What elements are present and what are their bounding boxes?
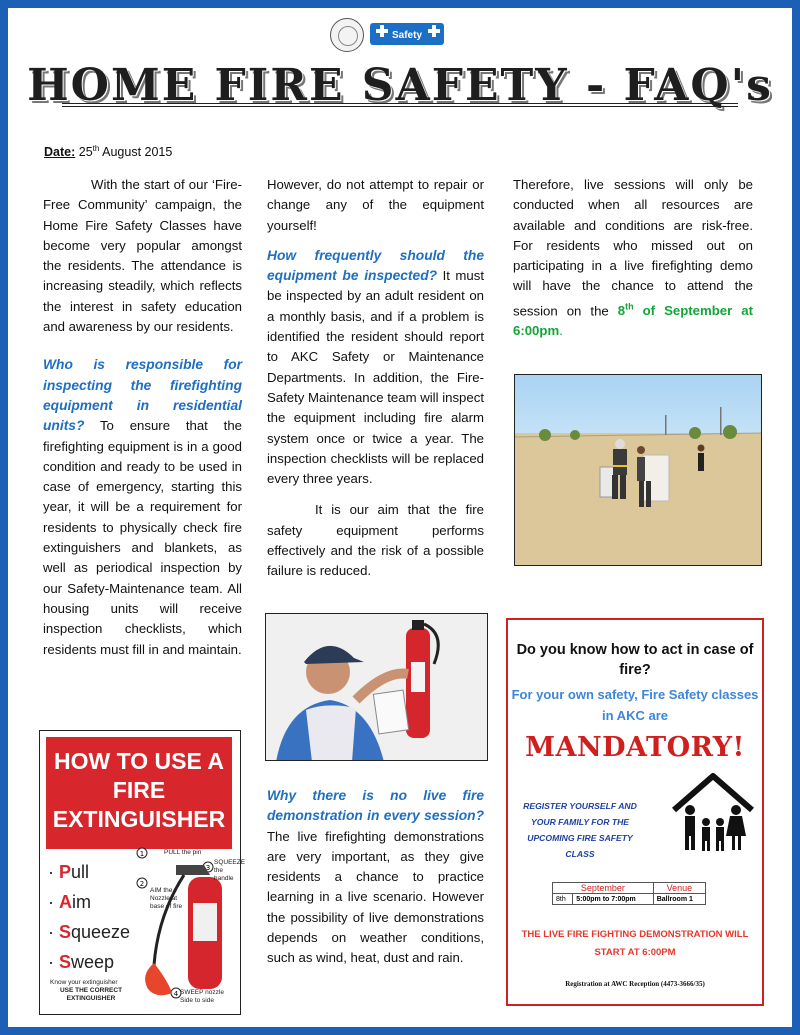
- session-period: .: [559, 323, 563, 339]
- poster-subtitle: For your own safety, Fire Safety classes in AKC are: [511, 687, 759, 723]
- live-demo-illustration: [515, 375, 762, 566]
- answer-3: The live firefighting demonstrations are very important, as they give residents a chance to practice learning in a live scenario. However the possibility of live demonstrations depends on weather conditions, such as wind, heat, dust and rain.: [267, 828, 484, 966]
- schedule-venue-header: Venue: [653, 883, 705, 894]
- svg-text:2: 2: [139, 880, 145, 888]
- question-3: Why there is no live fire demonstration in every session?: [267, 788, 484, 824]
- column-1: [43, 175, 242, 660]
- session-date-rest: of September at 6:00pm: [513, 303, 753, 339]
- mandatory-class-poster: [506, 618, 764, 1006]
- schedule-venue: Ballroom 1: [653, 894, 705, 905]
- session-date-num: 8: [617, 303, 626, 319]
- faq-3: [267, 786, 484, 969]
- step-squeeze: · Squeeze: [48, 922, 131, 942]
- extinguisher-poster-title: HOW TO USE A FIRE EXTINGUISHER: [46, 737, 232, 849]
- schedule-month-header: September: [553, 883, 654, 894]
- emblem-logo: [330, 18, 364, 52]
- faq-1: [43, 355, 242, 659]
- date-label: Date:: [44, 145, 76, 160]
- family-house-icon: [668, 770, 758, 854]
- question-2: How frequently should the equipment be inspected?: [267, 247, 484, 284]
- header-logos: [330, 18, 450, 54]
- svg-text:3: 3: [205, 864, 211, 872]
- column-3: [513, 175, 753, 342]
- poster-live-demo-note: THE LIVE FIRE FIGHTING DEMONSTRATION WILL START AT 6:00PM: [521, 929, 749, 958]
- session-paragraph: [513, 175, 753, 342]
- poster-question: Do you know how to act in case of fire?: [516, 642, 754, 678]
- svg-text:4: 4: [173, 990, 179, 998]
- schedule-day: 8th: [553, 894, 573, 905]
- date-suffix: th: [92, 144, 100, 153]
- know-extinguisher: Know your extinguisher: [50, 979, 118, 986]
- safety-logo: [370, 23, 444, 45]
- issue-date: [44, 144, 172, 159]
- warning-paragraph: However, do not attempt to repair or change any of the equipment yourself!: [267, 177, 484, 233]
- step-pull: · Pull: [48, 862, 90, 882]
- faq-2: [267, 246, 484, 490]
- tip-sweep: SWEEP nozzle Side to side: [180, 989, 224, 1004]
- aim-paragraph: It is our aim that the fire safety equipment performs effectively and the risk of a possible failure is reduced.: [267, 502, 484, 579]
- title-divider: [62, 103, 738, 107]
- answer-1: To ensure that the firefighting equipment is in a good condition and ready to be used in case of emergency, starting this year, it will be a requirement for residents to physically check fire extinguishers and blankets, as well as periodical inspection by our Safety-Maintenance team. All housing units will receive inspection checklists, which residents must fill in and maintain.: [43, 418, 242, 657]
- date-day: 25: [78, 145, 93, 160]
- schedule-time: 5:00pm to 7:00pm: [573, 894, 653, 905]
- step-aim: · Aim: [48, 892, 91, 912]
- intro-paragraph: With the start of our ‘Fire-Free Community’ campaign, the Home Fire Safety Classes have become very popular amongst the residents. The attendance is increasing steadily, which reflects the interest in safety education and awareness by our residents.: [43, 177, 242, 335]
- extinguisher-poster: [39, 730, 246, 1015]
- column-2: [267, 175, 484, 582]
- inspection-illustration: [266, 614, 488, 761]
- page-title: HOME FIRE SAFETY - FAQ's: [27, 60, 773, 111]
- column-2-bottom: [267, 786, 484, 969]
- pass-steps: [48, 857, 130, 977]
- poster-mandatory: MANDATORY!: [525, 732, 745, 763]
- date-rest: August 2015: [102, 145, 173, 160]
- question-1: Who is responsible for inspecting the firefighting equipment in residential units?: [43, 357, 242, 434]
- svg-text:1: 1: [139, 850, 145, 858]
- class-schedule-table: [552, 882, 706, 905]
- step-sweep: · Sweep: [48, 952, 115, 972]
- answer-2: It must be inspected by an adult resident on a monthly basis, and if a problem is identified the resident should report to AKC Safety or Maintenance Departments. In addition, the Fire-Safety Maintenance team will inspect the equipment including fire alarm system once or twice a year. The inspection checklists will be replaced every three years.: [267, 268, 484, 487]
- poster-registration-footer: Registration at AWC Reception (4473-3666/35): [565, 980, 705, 988]
- tip-aim: AIM the Nozzle at base of fire: [150, 887, 183, 910]
- newsletter-page: [8, 8, 792, 1027]
- tip-pull: PULL the pin: [164, 849, 202, 856]
- session-text: Therefore, live sessions will only be conducted when all resources are available and conditions are risk-free. For residents who missed out on participating in a live firefighting demo will have the chance to attend the session on the: [513, 177, 753, 319]
- session-date-suffix: th: [625, 301, 634, 312]
- logo-text: Safety: [391, 30, 423, 41]
- live-demo-photo: [514, 374, 762, 566]
- correct-extinguisher: USE THE CORRECT EXTINGUISHER: [59, 987, 123, 1002]
- inspection-photo: [265, 613, 488, 761]
- tip-squeeze: SQUEEZE the handle: [214, 859, 246, 882]
- poster-register: REGISTER YOURSELF AND YOUR FAMILY FOR THE UPCOMING FIRE SAFETY CLASS: [523, 801, 637, 859]
